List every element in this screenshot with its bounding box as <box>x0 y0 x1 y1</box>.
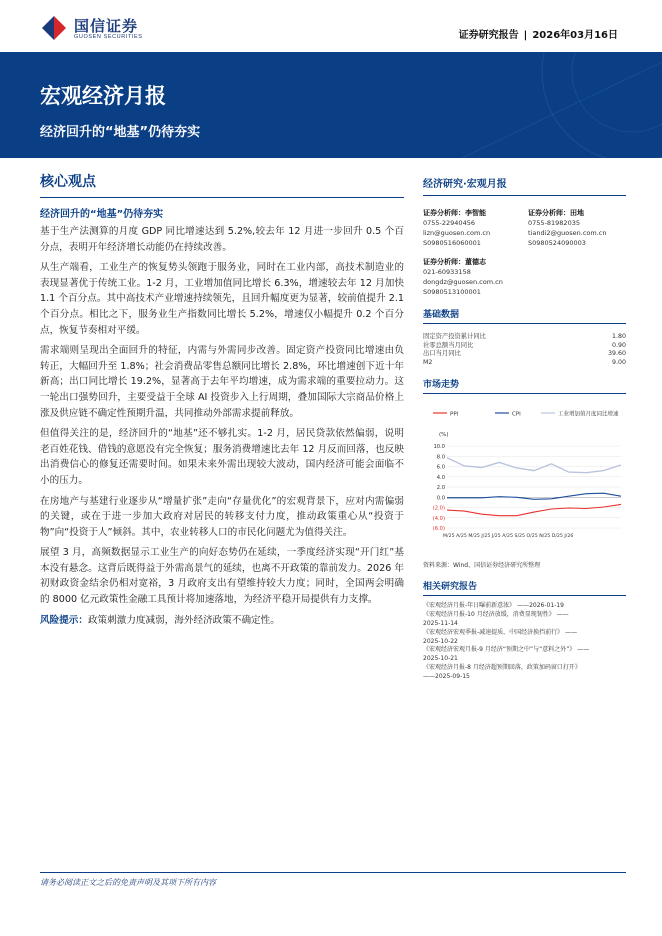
y-axis-label: (%) <box>439 432 449 439</box>
page-subtitle: 经济回升的“地基”仍待夯实 <box>40 125 201 140</box>
paragraph-foundation: 但值得关注的是，经济回升的“地基”还不够扎实。1-2 月，居民贷款依然偏弱，说明老百姓花钱、借钱的意愿没有完全恢复；服务消费增速比去年 12 月反而回落，也反映出消费信心的修复还需要时间。如果未来外需出现较大波动，国内经济可能会面临不小的压力。 <box>40 428 404 486</box>
report-type-label: 证券研究报告 <box>458 30 519 41</box>
market-trend-chart <box>423 400 626 558</box>
chart-source: 资料来源：Wind、国信证券经济研究所整理 <box>423 562 541 570</box>
list-item: ——2025-09-15 <box>423 672 470 680</box>
list-item[interactable]: 《宏观经济月报-10 月经济放缓，消费显现韧性》 —— <box>423 611 569 619</box>
related-reports-heading: 相关研究报告 <box>423 579 626 596</box>
stat-value: 0.90 <box>611 341 626 349</box>
logo-english-text: GUOSEN SECURITIES <box>74 34 143 40</box>
analyst-name: 证券分析师：李智能 <box>423 209 486 217</box>
top-bar <box>0 0 662 52</box>
report-type <box>459 26 618 41</box>
table-row <box>423 350 626 359</box>
table-row <box>423 359 626 368</box>
banner-decoration <box>402 52 662 158</box>
analyst-card <box>423 208 521 248</box>
y-tick-label: 8.0 <box>436 454 445 461</box>
analyst-phone: 021-60933158 <box>423 268 471 276</box>
paragraph-policy: 在房地产与基建行业逐步从“增量扩张”走向“存量优化”的宏观背景下，应对内需偏弱的关键，或在于进一步加大政府对居民的转移支付力度，推动政策重心从“投资于物”向“投资于人”倾斜。其中，农业转移人口的市民化问题尤为值得关注。 <box>40 495 404 538</box>
y-tick-label: (2.0) <box>432 505 445 512</box>
risk-label: 风险提示： <box>40 614 88 626</box>
analyst-email[interactable]: tiandi2@guosen.com.cn <box>528 229 607 237</box>
y-tick-label: 0.0 <box>436 495 445 502</box>
analyst-card <box>423 257 626 297</box>
stat-value: 9.00 <box>611 358 626 366</box>
guosen-logo-icon <box>40 14 68 42</box>
stat-label: M2 <box>423 358 433 366</box>
stat-label: 社零总额当月同比 <box>423 341 474 349</box>
stat-value: 39.60 <box>607 350 626 358</box>
table-row <box>423 342 626 351</box>
x-tick-labels: M/25 A/25 M/25 J/25 J/25 A/25 S/25 O/25 N/25 D/25 J/26 <box>443 534 574 540</box>
separator: | <box>523 30 528 41</box>
footer-disclaimer: 请务必阅读正文之后的免责声明及其项下所有内容 <box>40 878 216 887</box>
related-reports-list <box>423 602 626 681</box>
analyst-cert: S0980513100001 <box>423 288 481 296</box>
table-row <box>423 333 626 342</box>
core-views-heading: 核心观点 <box>40 171 404 198</box>
analyst-cert: S0980524090003 <box>528 239 586 247</box>
y-tick-label: (6.0) <box>432 526 445 533</box>
paragraph-gdp: 基于生产法测算的月度 GDP 同比增速达到 5.2%,较去年 12 月进一步回升 0.5 个百分点，表明开年经济增长动能仍在持续改善。 <box>40 226 404 253</box>
paragraph-demand: 需求端则呈现出全面回升的特征，内需与外需同步改善。固定资产投资同比增速由负转正，大幅回升至 1.8%；社会消费品零售总额同比增长 2.8%，环比增速创下近十年新高；出口同比增长 19.2%，显著高于去年平均增速，成为需求端的重要拉动力。这一轮出口强势回升，主要受益于全球 AI 投资步入上行周期，叠加国际大宗商品价格上涨及供应链不确定性预期升温，共同推动外部需求提前释放。 <box>40 345 404 419</box>
analyst-name: 证券分析师：田地 <box>528 209 584 217</box>
sidebar <box>423 171 626 682</box>
title-banner <box>0 52 662 158</box>
risk-warning <box>40 613 404 629</box>
y-tick-label: 10.0 <box>433 444 445 451</box>
analyst-phone: 0755-81982035 <box>528 219 580 227</box>
y-tick-label: 4.0 <box>436 475 445 482</box>
risk-text: 政策刺激力度减弱，海外经济政策不确定性。 <box>87 614 280 626</box>
sidebar-section-title: 经济研究·宏观月报 <box>423 175 626 196</box>
stat-label: 固定资产投资累计同比 <box>423 333 486 340</box>
logo-text: 国信证券 <box>74 17 139 35</box>
analyst-email[interactable]: dongdz@guosen.com.cn <box>423 278 503 286</box>
list-item[interactable]: 《宏观经济宏观季报-减速提质，中国经济换挡前行》 —— <box>423 628 578 636</box>
legend-label: PPI <box>450 411 459 418</box>
y-tick-label: 6.0 <box>436 464 445 471</box>
series-line-工业增加值月度同比增速 <box>447 458 621 473</box>
legend-label: CPI <box>512 411 521 418</box>
list-item: 2025-11-14 <box>423 619 458 627</box>
stat-value: 1.80 <box>611 333 626 340</box>
basic-data-heading: 基础数据 <box>423 307 626 324</box>
y-tick-label: (4.0) <box>432 516 445 523</box>
basic-data-table <box>423 333 626 367</box>
footer-divider <box>40 872 626 873</box>
list-item[interactable]: 《宏观经济宏观月报-9 月经济“预期之中”与“意料之外”》 —— <box>423 646 590 654</box>
stat-label: 出口当月同比 <box>423 350 461 358</box>
list-item[interactable]: 《宏观经济月报-8 月经济超预期回落，政策加码窗口打开》 <box>423 663 581 671</box>
list-item[interactable]: 《宏观经济月报-年日曝前新意浓》 ——2026-01-19 <box>423 602 564 610</box>
legend-label: 工业增加值月度同比增速 <box>558 411 619 418</box>
analyst-row <box>423 208 626 248</box>
list-item: 2025-10-21 <box>423 655 458 663</box>
market-trend-heading: 市场走势 <box>423 377 626 394</box>
paragraph-outlook: 展望 3 月，高频数据显示工业生产的向好态势仍在延续，一季度经济实现“开门红”基本没有悬念。这背后既得益于外需高景气的延续，也离不开政策的靠前发力。2026 年初财政资金结余仍相对宽裕，3 月政府支出有望维持较大力度；同时，全国两会明确的 8000 亿元政策性金融工具预计将加速落地，为经济平稳开局提供有力支撑。 <box>40 547 404 606</box>
analyst-name: 证券分析师：董德志 <box>423 258 486 266</box>
list-item: 2025-10-22 <box>423 637 458 645</box>
analyst-card <box>528 208 626 248</box>
main-content <box>40 171 404 633</box>
series-line-CPI <box>447 494 621 500</box>
paragraph-production: 从生产端看，工业生产的恢复势头领跑于服务业，同时在工业内部，高技术制造业的表现显著优于传统工业。1-2 月，工业增加值同比增长 6.3%，增速较去年 12 月加快 1.1 个百分点。其中高技术产业增速持续领先，且回升幅度更为显著，较前值提升 2.1 个百分点。相比之下，服务业生产指数同比增长 5.2%，增速仅小幅提升 0.2 个百分点，恢复节奏相对平缓。 <box>40 262 404 336</box>
y-tick-label: 2.0 <box>436 485 445 492</box>
chart-svg <box>423 400 626 558</box>
series-line-PPI <box>447 505 621 516</box>
page-title: 宏观经济月报 <box>40 84 166 108</box>
core-views-subheading: 经济回升的“地基”仍待夯实 <box>40 209 164 220</box>
analyst-email[interactable]: lizn@guosen.com.cn <box>423 229 491 237</box>
report-date: 2026年03月16日 <box>532 30 618 41</box>
analyst-phone: 0755-22940456 <box>423 219 475 227</box>
analyst-cert: S0980516060001 <box>423 239 481 247</box>
